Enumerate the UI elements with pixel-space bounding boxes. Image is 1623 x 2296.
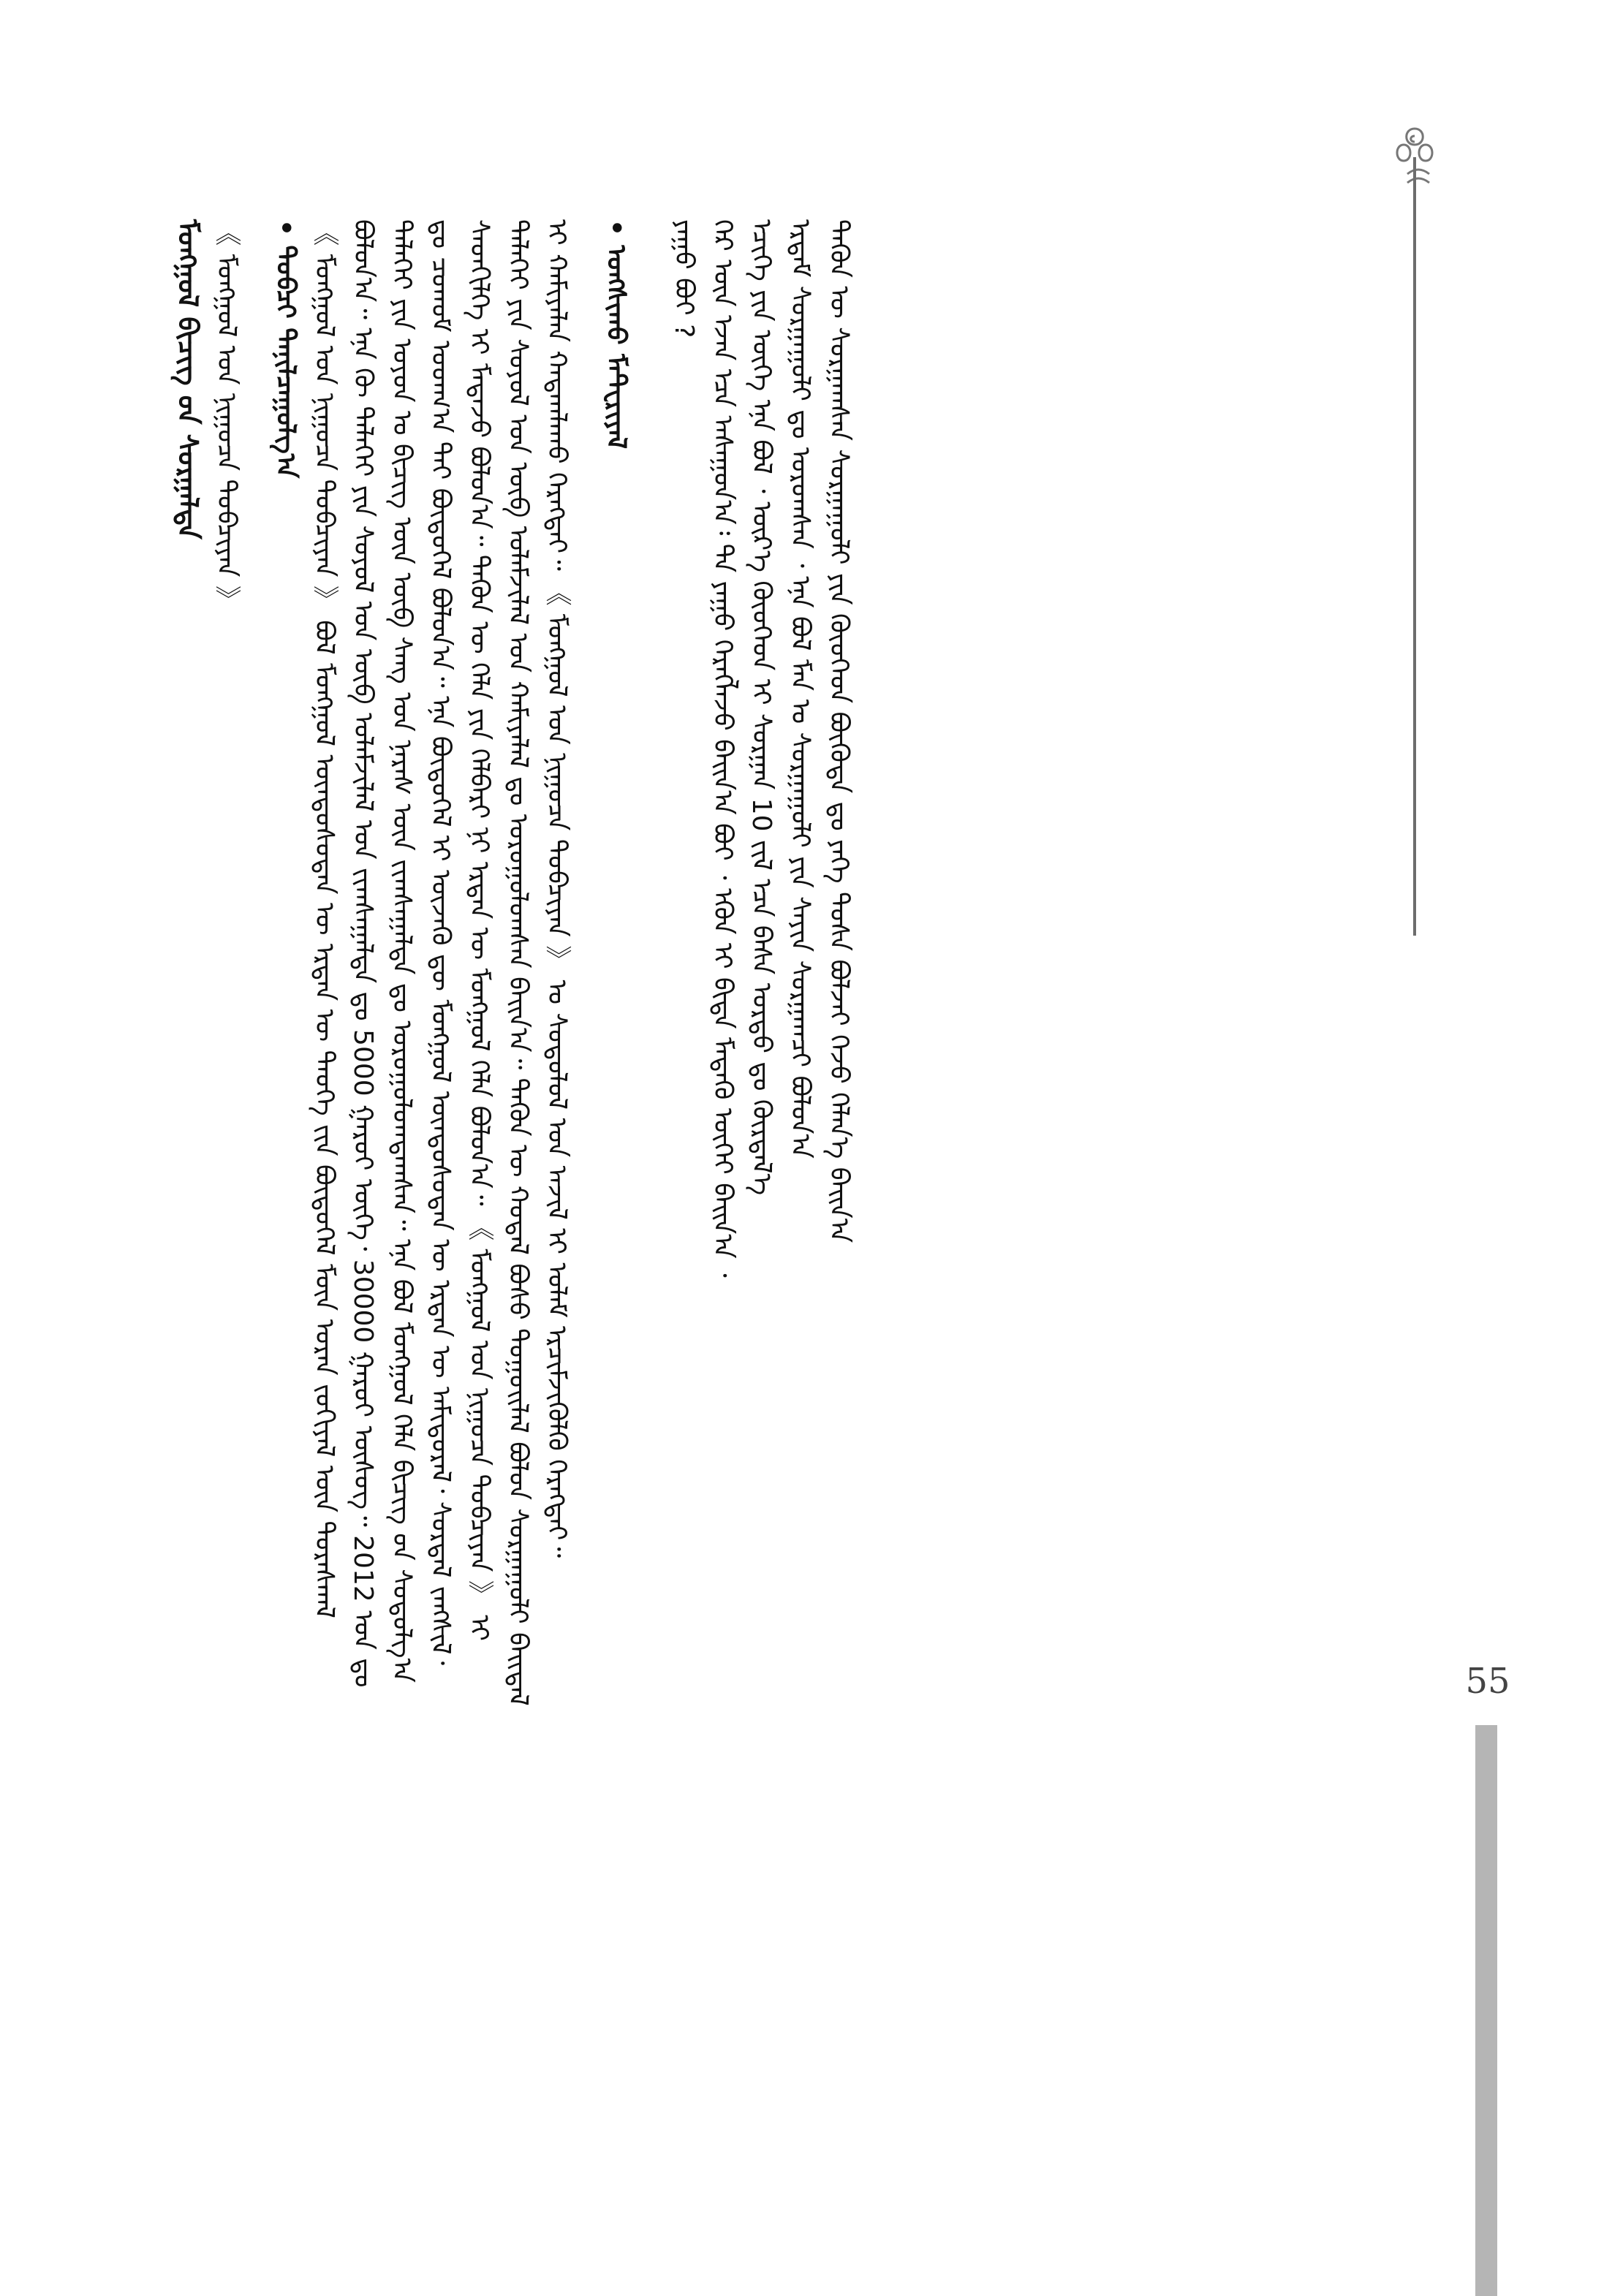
ornament-icon <box>1389 123 1491 205</box>
question-line: ᠶᠠᠭᠤ ᠪᠤᠢ ? <box>669 219 699 338</box>
paragraph: 《 ᠮᠣᠩᠭᠣᠯ ᠤᠨ ᠨᠢᠭᠤᠴᠠ ᠲᠣᠪᠴᠢᠶᠠᠨ 》 ᠪᠣᠯ ᠮᠣᠩᠭᠣᠯ ᠦᠨᠳᠦᠰᠦᠲᠡᠨ ᠦ ᠡᠷᠲᠡᠨ ᠦ ᠲᠡᠦᠬᠡ ᠵᠢᠨ ᠪᠦᠲᠦᠭᠡᠯ ᠮᠥᠨ ᠤᠷᠠᠨ ᠵᠣᠬᠢᠶᠠᠯ ᠦᠨ ᠳᠤᠷᠠᠰᠬᠠᠯ ᠪᠣᠯᠤᠨ᠎ᠠ᠃ ᠡᠨᠡ ᠬᠦ ᠳᠡᠯᠡᠬᠡᠢ ᠶᠢᠨ ᠰᠣᠶᠣᠯ ᠤᠨ ᠥᠪ ᠤᠯᠠᠮᠵᠢᠯᠠᠯ ᠤᠨ ᠵᠢᠭᠰᠠᠭᠠᠯᠲᠠ ᠳᠤ 5000 ᠭᠠᠷᠤᠢ ᠦᠭᠡ᠂ 30000 ᠭᠠᠷᠤᠢ ᠦᠰᠦᠭ᠃ 2012 ᠣᠨ ᠳᠤ ᠳᠡᠯᠡᠬᠡᠢ ᠶᠢᠨ ᠣᠶᠤᠨ ᠤ ᠪᠢᠴᠢᠭ ᠦᠨ ᠦᠪ ᠰᠠᠩ ᠤᠨ ᠨᠡᠷᠡᠰ ᠦᠨ ᠵᠢᠭᠰᠠᠭᠠᠯᠲᠠ ᠳᠤ ᠣᠷᠤᠭᠤᠯᠤᠭᠳᠠᠭᠰᠠᠨ᠃ ᠡᠨᠡ ᠪᠣᠯ ᠮᠣᠩᠭᠣᠯ ᠬᠡᠯᠡ ᠪᠢᠴᠢᠭ᠌ ᠤ᠋ᠨ ᠰᠤᠳᠤᠯᠭ᠎ᠠ ᠳᠤ ᠴᠤᠬᠤᠮ ᠤᠳᠬ᠎ᠠ ᠲᠠᠢ ᠪᠦᠲᠦᠭᠡᠯ ᠪᠣᠯᠤᠨ᠎ᠠ᠃ ᠡᠨᠡ ᠪᠦᠲᠦᠭᠡᠯ ᠢ ᠦᠵᠡᠬᠦ ᠳᠦ ᠮᠣᠩᠭᠣᠯ ᠦᠨᠳᠦᠰᠦᠲᠡᠨ ᠦ ᠡᠷᠲᠡᠨ ᠦ ᠠᠮᠢᠳᠤᠷᠠᠯ᠂ ᠰᠤᠷᠲᠠᠯ ᠵᠠᠩᠱᠢᠯ᠂ ᠰᠡᠳᠬᠢᠯᠭᠡ ᠢ ᠮᠡᠳᠡᠵᠦ ᠪᠣᠯᠤᠨ᠎ᠠ᠃ ᠲᠡᠭᠦᠨ ᠦ ᠬᠡᠯᠡ ᠶᠢᠨ ᠬᠡᠯᠪᠡᠷᠢ ᠨᠢ ᠡᠷᠲᠡᠨ ᠦ ᠮᠣᠩᠭᠣᠯ ᠬᠡᠯᠡ ᠪᠣᠯᠤᠨ᠎ᠠ᠃ 《 ᠮᠣᠩᠭᠣᠯ ᠤᠨ ᠨᠢᠭᠤᠴᠠ ᠲᠣᠪᠴᠢᠶᠠᠨ 》 ᠢ ᠳᠡᠯᠡᠬᠡᠢ ᠶᠢᠨ ᠰᠣᠶᠣᠯ ᠤᠨ ᠥᠪ ᠤᠯᠠᠮᠵᠢᠯᠠᠯ ᠤᠨ ᠬᠠᠮᠢᠶᠠᠯᠠᠯ ᠳᠤ ᠣᠷᠤᠭᠤᠯᠤᠭᠰᠠᠨ ᠪᠠᠢᠨ᠎ᠠ᠃ ᠲᠡᠭᠦᠨ ᠦ ᠬᠤᠳᠠᠯ ᠪᠤᠰᠤ ᠳᠤᠭᠤᠢᠯᠠᠯ ᠪᠣᠯᠤᠨ ᠰᠤᠷᠭᠠᠭᠤᠯᠢ ᠪᠠᠢᠳᠠᠯ ᠢ ᠬᠠᠮᠢᠶᠠᠯᠠᠨ ᠬᠠᠳᠠᠭᠯᠠᠬᠤ ᠬᠡᠷᠡᠭᠲᠡᠢ᠃ 《 ᠮᠣᠩᠭᠣᠯ ᠤᠨ ᠨᠢᠭᠤᠴᠠ ᠲᠣᠪᠴᠢᠶᠠᠨ 》 ᠤ ᠰᠣᠳᠤᠯᠤᠯ ᠤᠨ ᠠᠵᠢᠯ ᠢ ᠤᠯᠠᠮ ᠡᠷᠴᠢᠮᠵᠢᠭᠦᠯᠬᠦ ᠬᠡᠷᠡᠭᠲᠡᠢ᠃ <box>309 219 572 1706</box>
stanza-line: ᠡᠷᠳᠡᠮ ᠰᠤᠷᠭᠠᠭᠤᠯᠢ ᠳᠤ ᠣᠷᠤᠭᠰᠠᠨ ᠂ ᠡᠨᠡ ᠪᠣᠯ ᠮᠠᠨ ᠤ ᠰᠤᠷᠭᠠᠭᠤᠯᠢ ᠶᠢᠨ ᠰᠠᠶᠢᠨ ᠰᠤᠷᠭᠠᠭᠴᠢ ᠪᠣᠯᠤᠨ᠎ᠠ <box>785 219 815 1159</box>
page-number: 55 <box>1465 1661 1510 1702</box>
book-title: 《 ᠮᠣᠩᠭᠣᠯ ᠤᠨ ᠨᠢᠭᠤᠴᠠ ᠲᠣᠪᠴᠢᠶᠠᠨ 》 <box>211 219 241 612</box>
main-text <box>168 219 1528 1718</box>
side-bar <box>1475 1725 1497 2296</box>
chapter-title: ᠮᠣᠩᠭᠣᠯ ᠪᠢᠴᠢᠭ᠌ ᠤ᠋ᠨ ᠰᠤᠷᠭᠠᠯᠲᠠ <box>172 219 204 539</box>
section-heading: • ᠤᠩᠰᠢᠬᠤ ᠮᠠᠲ᠋ᠧᠷᠢᠶᠠᠯ <box>601 219 631 450</box>
stanza-line: ᠲᠡᠭᠦᠨ ᠦ ᠰᠤᠷᠭᠠᠭᠰᠠᠨ ᠰᠤᠷᠭᠠᠭᠤᠯᠢ ᠶᠢᠨ ᠬᠦᠦᠬᠡᠳ ᠪᠦᠭᠦᠳᠡ ᠳᠤ ᠶᠡᠬᠡ ᠲᠤᠰᠠ ᠪᠣᠯᠵᠠᠢ ᠭᠡᠵᠦ ᠬᠡᠯᠡᠨ᠎ᠡ ᠪᠠᠢᠨ᠎ᠠ <box>824 219 854 1243</box>
section-heading: • ᠲᠣᠪᠴᠢ ᠲᠠᠨᠢᠯᠴᠠᠭᠤᠯᠭ᠎ᠠ <box>270 219 300 479</box>
stanza-line: ᠡᠴᠢᠭᠡ ᠶᠢᠨ ᠦᠭᠡ ᠡᠨᠡ ᠪᠣᠯ ᠂ ᠦᠷ᠎ᠡ ᠬᠦᠦᠬᠡᠳ ᠢ ᠰᠤᠷᠭᠠᠨ 10 ᠵᠢᠯ ᠡᠴᠡ ᠪᠠᠰᠠ ᠤᠷᠲᠤ ᠳᠤ ᠬᠦᠷᠲᠡᠯ᠎ᠡ <box>746 219 776 1196</box>
stanza-line: ᠭᠡᠷ ᠦᠨ ᠡᠵᠡᠨ ᠡᠴᠡ ᠠᠰᠠᠭᠤᠨ᠎ᠠ᠄ ᠲᠠ ᠶᠠᠭᠤ ᠬᠡᠷᠡᠭᠯᠡᠵᠦ ᠪᠠᠢᠨ᠎ᠠ ᠪᠤᠢ ᠂ ᠡᠭᠦᠨ ᠢ ᠪᠢᠳᠡ ᠮᠡᠳᠡᠬᠦ ᠦᠭᠡᠢ ᠪᠠᠢᠨ᠎ᠠ ᠂ <box>708 219 738 1278</box>
